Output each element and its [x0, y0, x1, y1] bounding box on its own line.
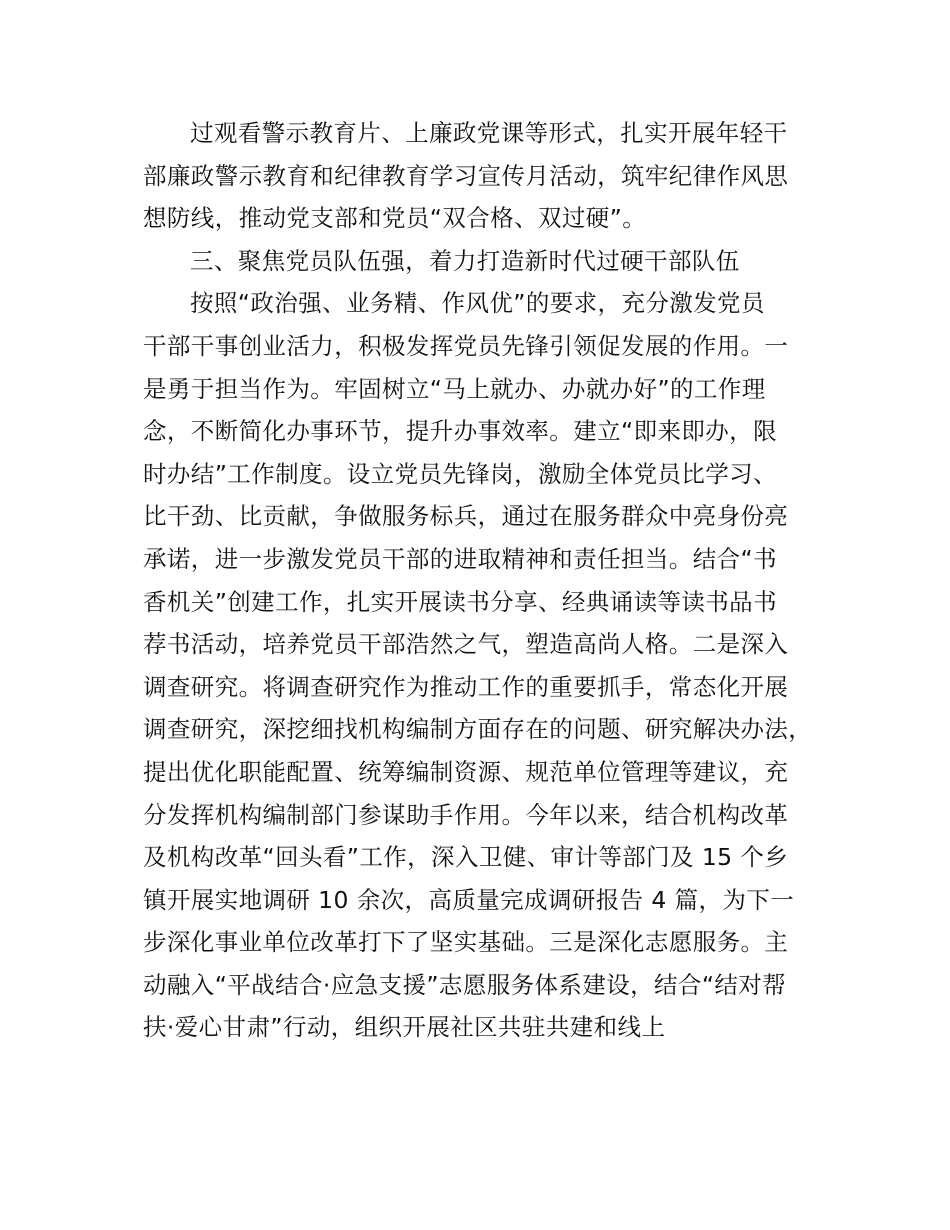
text-line: 承诺，进一步激发党员干部的进取精神和责任担当。结合“书	[143, 544, 777, 573]
text-line: 及机构改革“回头看”工作，深入卫健、审计等部门及 15 个乡	[143, 843, 789, 872]
text-line: 过观看警示教育片、上廉政党课等形式，扎实开展年轻干	[190, 119, 788, 147]
text-line: 调查研究，深挖细找机构编制方面存在的问题、研究解决办法，	[143, 715, 813, 744]
text-line: 荐书活动，培养党员干部浩然之气，塑造高尚人格。二是深入	[143, 630, 789, 659]
heading-line: 三、聚焦党员队伍强，着力打造新时代过硬干部队伍	[190, 246, 740, 275]
text-line: 是勇于担当作为。牢固树立“马上就办、办就办好”的工作理	[143, 374, 766, 403]
document-page	[143, 112, 843, 1049]
text-line: 扶·爱心甘肃”行动，组织开展社区共驻共建和线上	[143, 1013, 666, 1042]
paragraph-body	[143, 282, 843, 1049]
text-line: 比干劲、比贡献，争做服务标兵，通过在服务群众中亮身份亮	[143, 502, 789, 531]
paragraph-continuation	[143, 112, 843, 240]
text-line: 香机关”创建工作，扎实开展读书分享、经典诵读等读书品书	[143, 587, 777, 616]
text-line: 动融入“平战结合·应急支援”志愿服务体系建设，结合“结对帮	[143, 970, 787, 999]
text-line: 按照“政治强、业务精、作风优”的要求，充分激发党员	[190, 289, 765, 318]
text-line: 想防线，推动党支部和党员“双合格、双过硬”。	[143, 204, 647, 233]
text-line: 提出优化职能配置、统筹编制资源、规范单位管理等建议，充	[143, 757, 789, 786]
section-heading	[143, 240, 843, 283]
text-line: 时办结”工作制度。设立党员先锋岗，激励全体党员比学习、	[143, 459, 777, 488]
text-line: 分发挥机构编制部门参谋助手作用。今年以来，结合机构改革	[143, 800, 789, 829]
text-line: 念，不断简化办事环节，提升办事效率。建立“即来即办，限	[143, 417, 777, 446]
text-line: 部廉政警示教育和纪律教育学习宣传月活动，筑牢纪律作风思	[143, 161, 789, 190]
text-line: 调查研究。将调查研究作为推动工作的重要抓手，常态化开展	[143, 672, 789, 701]
text-line: 步深化事业单位改革打下了坚实基础。三是深化志愿服务。主	[143, 928, 789, 957]
text-line: 镇开展实地调研 10 余次，高质量完成调研报告 4 篇，为下一	[143, 885, 795, 914]
text-line: 干部干事创业活力，积极发挥党员先锋引领促发展的作用。一	[143, 331, 789, 360]
